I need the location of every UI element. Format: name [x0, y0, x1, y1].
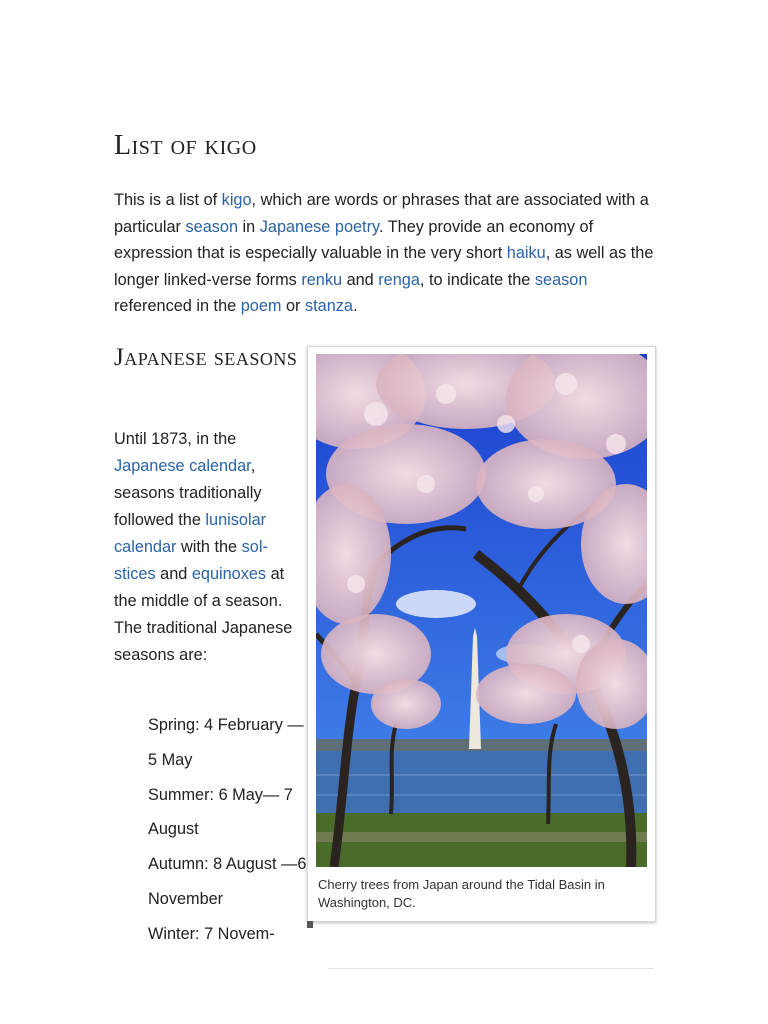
season-item-winter: Winter: 7 Novem- — [148, 924, 275, 943]
lunisolar-calendar-link[interactable]: lunisolar calendar — [114, 511, 267, 556]
intro-paragraph — [114, 187, 654, 320]
season-item-autumn: Autumn: 8 August —6 November — [148, 855, 307, 908]
solstices-link[interactable]: solstices — [114, 538, 268, 583]
stanza-link[interactable]: stanza — [304, 297, 353, 316]
section-text: , seasons traditionally followed the — [114, 457, 262, 529]
intro-text: in — [238, 217, 260, 236]
renku-link[interactable]: renku — [301, 270, 343, 289]
season-link-2[interactable]: season — [534, 270, 588, 289]
intro-text: . — [352, 297, 358, 316]
intro-text: referenced in the — [114, 297, 241, 316]
image-figure — [307, 346, 656, 922]
intro-text: . They provide an economy of expression that is especially valuable in the very short — [114, 217, 594, 263]
japanese-calendar-link[interactable]: Japanese calendar — [114, 457, 251, 475]
poem-link[interactable]: poem — [240, 297, 282, 316]
season-list — [148, 708, 308, 952]
season-link[interactable]: season — [185, 217, 239, 236]
cherry-trees-photo[interactable] — [316, 354, 647, 867]
equinoxes-link[interactable]: equinoxes — [191, 565, 267, 583]
kigo-link[interactable]: kigo — [221, 191, 252, 209]
intro-text: , which are words or phrases that are associated with a particular — [114, 191, 649, 236]
divider — [328, 968, 654, 969]
intro-text: This is a list of — [114, 191, 222, 209]
figure-caption: Cherry trees from Japan around the Tidal Basin in Washington, DC. — [318, 877, 605, 910]
renga-link[interactable]: renga — [378, 270, 420, 289]
section-text: with the — [176, 538, 242, 556]
japanese-poetry-link[interactable]: Japanese poetry — [259, 217, 379, 236]
decorative-mark — [307, 921, 313, 928]
section-text: Until 1873, in the — [114, 430, 237, 448]
section-text: and — [155, 565, 192, 583]
page-title: List of kigo — [114, 130, 257, 161]
season-item-spring: Spring: 4 February —5 May — [148, 716, 304, 769]
intro-text: and — [342, 270, 379, 289]
haiku-link[interactable]: haiku — [506, 244, 546, 263]
intro-text: or — [281, 297, 305, 316]
section-text: at the middle of a season. The traditional Japanese seasons are: — [114, 565, 293, 664]
seasons-paragraph — [114, 426, 294, 669]
intro-text: , to indicate the — [419, 270, 535, 289]
season-item-summer: Summer: 6 May— 7 August — [148, 785, 293, 839]
section-heading-japanese-seasons: Japanese seasons — [114, 344, 298, 371]
intro-text: , as well as the longer linked-verse forms — [114, 244, 654, 289]
